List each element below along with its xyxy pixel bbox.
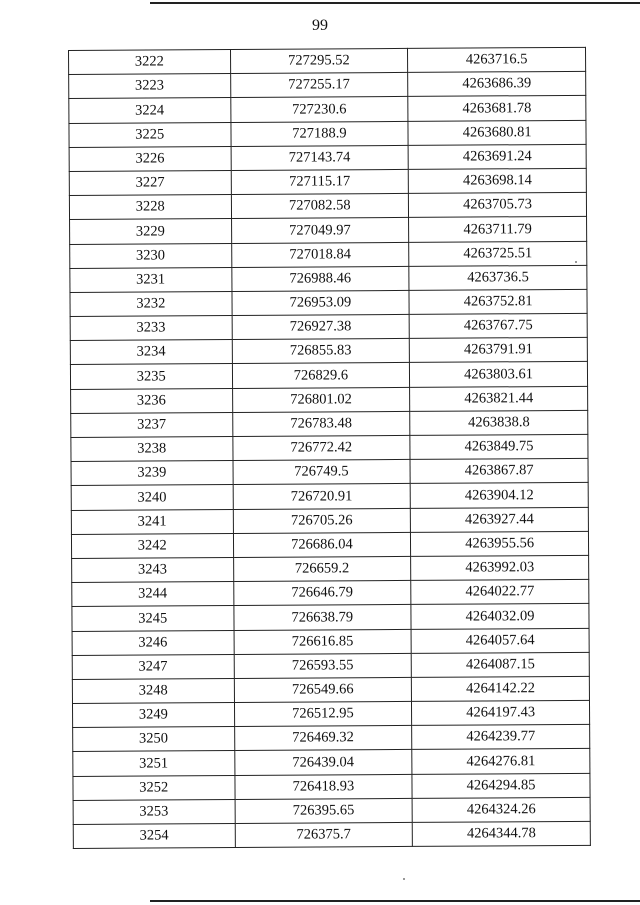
x-coordinate-cell: 726512.95 [234,701,412,726]
x-coordinate-cell: 726593.55 [234,653,412,678]
bottom-rule [150,900,640,902]
y-coordinate-cell: 4263867.87 [410,459,588,484]
point-number-cell: 3246 [72,630,234,655]
x-coordinate-cell: 726418.93 [234,774,412,799]
point-number-cell: 3230 [70,243,232,268]
x-coordinate-cell: 726616.85 [234,629,412,654]
coordinates-table [68,47,591,849]
x-coordinate-cell: 727143.74 [231,145,409,170]
point-number-cell: 3237 [71,412,233,437]
x-coordinate-cell: 726549.66 [234,677,412,702]
top-rule [150,2,640,4]
x-coordinate-cell: 726988.46 [231,266,409,291]
point-number-cell: 3245 [72,606,234,631]
y-coordinate-cell: 4263716.5 [408,47,586,72]
table-row [73,797,590,824]
x-coordinate-cell: 726772.42 [232,435,410,460]
scan-speck [403,878,405,880]
y-coordinate-cell: 4264324.26 [412,797,590,822]
point-number-cell: 3224 [69,98,231,123]
x-coordinate-cell: 726829.6 [232,363,410,388]
point-number-cell: 3250 [73,727,235,752]
table-row [70,313,587,340]
y-coordinate-cell: 4263681.78 [408,96,586,121]
y-coordinate-cell: 4263927.44 [411,507,589,532]
x-coordinate-cell: 727049.97 [231,218,409,243]
x-coordinate-cell: 727115.17 [231,169,409,194]
x-coordinate-cell: 727018.84 [231,242,409,267]
table-row [70,338,587,365]
x-coordinate-cell: 726783.48 [232,411,410,436]
x-coordinate-cell: 726686.04 [233,532,411,557]
x-coordinate-cell: 726801.02 [232,387,410,412]
table-row [72,579,589,606]
x-coordinate-cell: 726646.79 [233,581,411,606]
table-row [69,168,586,195]
table-row [70,289,587,316]
table-row [70,362,587,389]
point-number-cell: 3240 [71,485,233,510]
table-row [71,410,588,437]
table-row [73,749,590,776]
x-coordinate-cell: 726439.04 [234,750,412,775]
x-coordinate-cell: 726705.26 [233,508,411,533]
point-number-cell: 3223 [69,74,231,99]
point-number-cell: 3247 [72,654,234,679]
x-coordinate-cell: 727255.17 [230,73,408,98]
table-row [71,483,588,510]
table-row [73,773,590,800]
point-number-cell: 3222 [69,50,231,75]
table-row [73,821,590,848]
point-number-cell: 3228 [69,195,231,220]
point-number-cell: 3235 [70,364,232,389]
table-row [71,507,588,534]
scan-speck [575,261,577,263]
y-coordinate-cell: 4263686.39 [408,72,586,97]
point-number-cell: 3243 [72,557,234,582]
table-row [70,241,587,268]
point-number-cell: 3248 [72,678,234,703]
table-row [72,676,589,703]
x-coordinate-cell: 726375.7 [235,822,413,847]
y-coordinate-cell: 4263904.12 [410,483,588,508]
y-coordinate-cell: 4263955.56 [411,531,589,556]
y-coordinate-cell: 4263725.51 [409,241,587,266]
point-number-cell: 3232 [70,291,232,316]
x-coordinate-cell: 727295.52 [230,48,408,73]
table-row [69,96,586,123]
point-number-cell: 3242 [71,533,233,558]
y-coordinate-cell: 4263698.14 [408,168,586,193]
x-coordinate-cell: 727230.6 [230,97,408,122]
x-coordinate-cell: 727082.58 [231,194,409,219]
table-row [69,120,586,147]
table-row [69,72,586,99]
point-number-cell: 3241 [71,509,233,534]
x-coordinate-cell: 726953.09 [231,290,409,315]
y-coordinate-cell: 4263680.81 [408,120,586,145]
y-coordinate-cell: 4264239.77 [412,725,590,750]
point-number-cell: 3254 [73,823,235,848]
point-number-cell: 3236 [71,388,233,413]
point-number-cell: 3234 [70,340,232,365]
point-number-cell: 3251 [73,751,235,776]
y-coordinate-cell: 4264142.22 [412,676,590,701]
x-coordinate-cell: 727188.9 [230,121,408,146]
y-coordinate-cell: 4264032.09 [411,604,589,629]
y-coordinate-cell: 4264087.15 [411,652,589,677]
x-coordinate-cell: 726469.32 [234,726,412,751]
x-coordinate-cell: 726749.5 [233,460,411,485]
y-coordinate-cell: 4263736.5 [409,265,587,290]
table-row [72,628,589,655]
table-row [69,192,586,219]
point-number-cell: 3249 [72,703,234,728]
table-row [72,604,589,631]
table-row [71,531,588,558]
x-coordinate-cell: 726720.91 [233,484,411,509]
point-number-cell: 3238 [71,437,233,462]
table-row [69,47,586,74]
y-coordinate-cell: 4264057.64 [411,628,589,653]
y-coordinate-cell: 4263705.73 [409,192,587,217]
point-number-cell: 3253 [73,799,235,824]
point-number-cell: 3225 [69,122,231,147]
y-coordinate-cell: 4264276.81 [412,749,590,774]
x-coordinate-cell: 726395.65 [235,798,413,823]
y-coordinate-cell: 4263803.61 [410,362,588,387]
point-number-cell: 3227 [69,170,231,195]
x-coordinate-cell: 726927.38 [232,314,410,339]
y-coordinate-cell: 4264197.43 [412,700,590,725]
point-number-cell: 3229 [70,219,232,244]
y-coordinate-cell: 4263992.03 [411,555,589,580]
y-coordinate-cell: 4263838.8 [410,410,588,435]
table-row [73,725,590,752]
x-coordinate-cell: 726638.79 [233,605,411,630]
y-coordinate-cell: 4263791.91 [409,338,587,363]
point-number-cell: 3244 [72,582,234,607]
table-row [71,386,588,413]
y-coordinate-cell: 4263691.24 [408,144,586,169]
table-row [72,555,589,582]
y-coordinate-cell: 4263711.79 [409,217,587,242]
table-row [70,265,587,292]
y-coordinate-cell: 4263767.75 [409,313,587,338]
table-row [70,217,587,244]
table-row [69,144,586,171]
y-coordinate-cell: 4263821.44 [410,386,588,411]
point-number-cell: 3233 [70,316,232,341]
y-coordinate-cell: 4264344.78 [412,821,590,846]
point-number-cell: 3226 [69,146,231,171]
table-row [72,700,589,727]
page-number: 99 [312,17,328,34]
point-number-cell: 3252 [73,775,235,800]
point-number-cell: 3239 [71,461,233,486]
table-row [71,459,588,486]
y-coordinate-cell: 4264294.85 [412,773,590,798]
y-coordinate-cell: 4263849.75 [410,434,588,459]
x-coordinate-cell: 726659.2 [233,556,411,581]
coordinates-table-body [69,47,591,848]
x-coordinate-cell: 726855.83 [232,339,410,364]
point-number-cell: 3231 [70,267,232,292]
table-row [72,652,589,679]
y-coordinate-cell: 4263752.81 [409,289,587,314]
y-coordinate-cell: 4264022.77 [411,579,589,604]
table-row [71,434,588,461]
